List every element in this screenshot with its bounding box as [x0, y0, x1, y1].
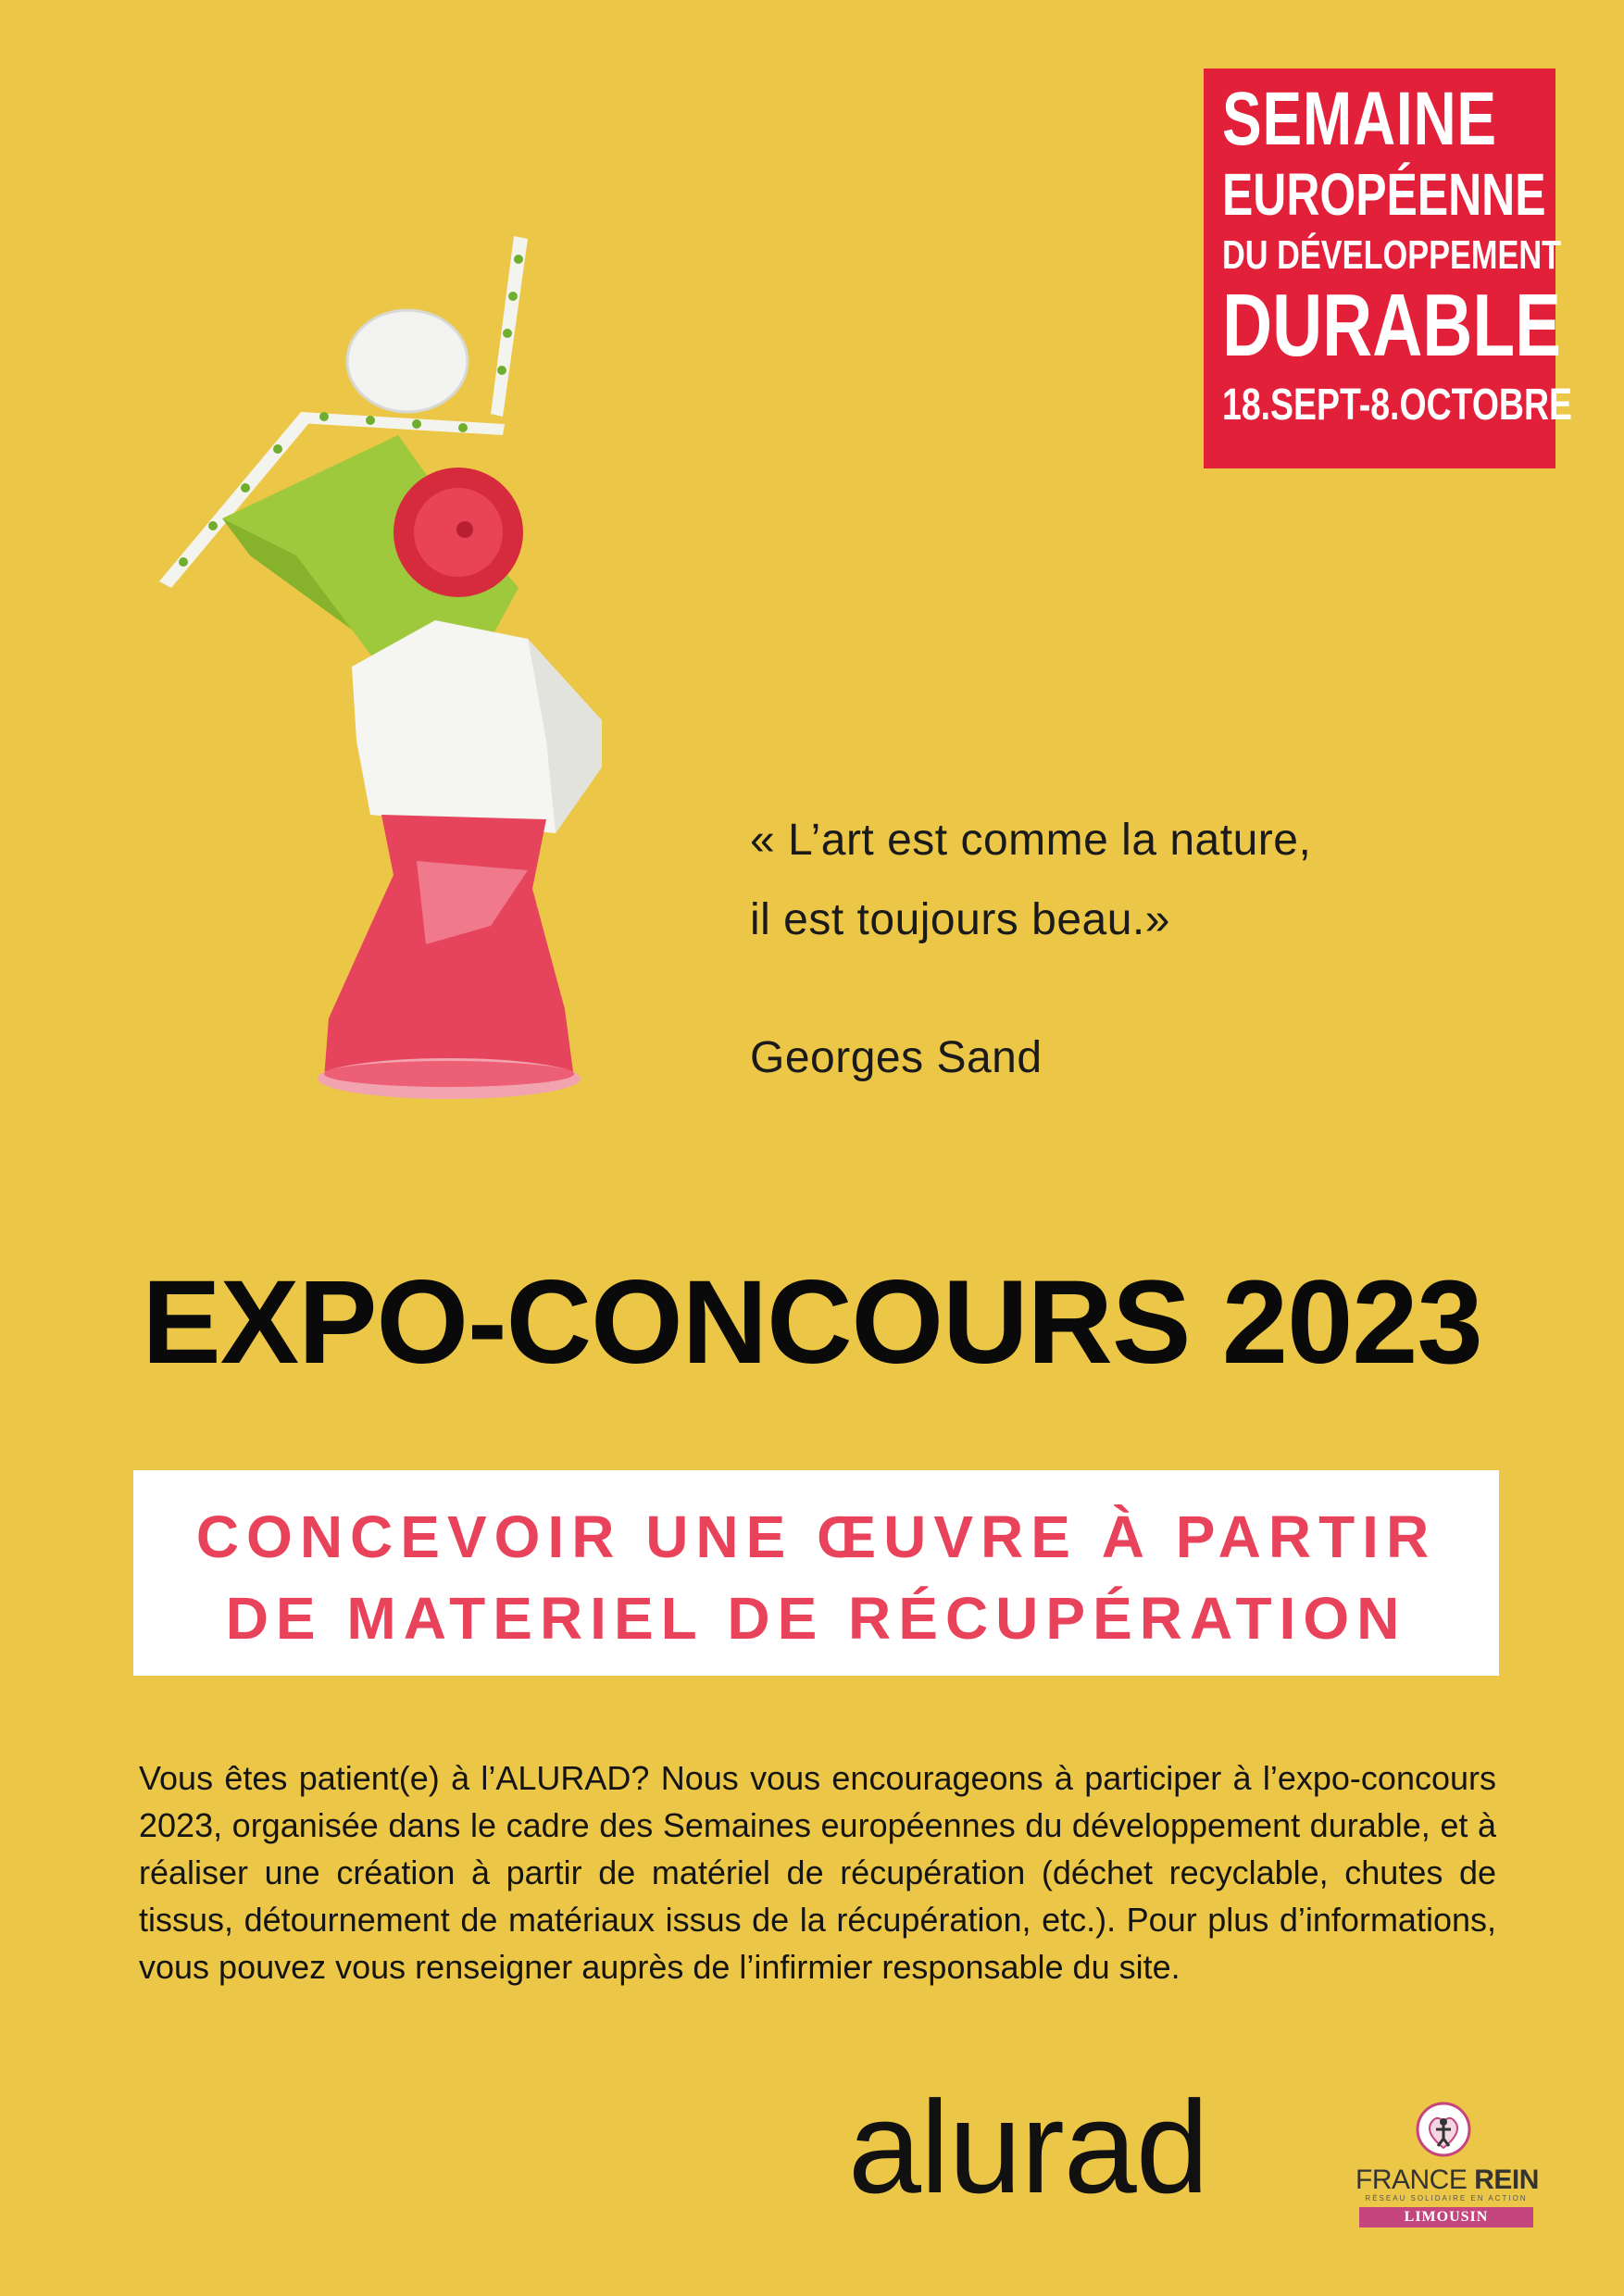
banner-line-2: DE MATERIEL DE RÉCUPÉRATION: [225, 1585, 1407, 1652]
page-title: EXPO-CONCOURS 2023: [142, 1256, 1482, 1389]
badge-line-4: DURABLE: [1222, 276, 1562, 375]
sedd-badge: [1204, 69, 1572, 468]
white-cap: [347, 310, 468, 412]
france-rein-logo: [1352, 2094, 1537, 2233]
france-rein-region: LIMOUSIN: [1359, 2207, 1533, 2227]
badge-line-1: SEMAINE: [1222, 77, 1497, 161]
red-cup: [324, 815, 574, 1079]
france-rein-tagline: RÉSEAU SOLIDAIRE EN ACTION: [1365, 2194, 1528, 2202]
france-rein-name-a: FRANCE: [1355, 2165, 1475, 2195]
alurad-logo: alurad: [848, 2074, 1208, 2221]
subtitle-banner: [133, 1470, 1499, 1676]
france-rein-name-b: REIN: [1474, 2165, 1539, 2195]
body-paragraph: Vous êtes patient(e) à l’ALURAD? Nous vous encourageons à participer à l’expo-concours 2023, organisée dans le cadre des Semaines européennes du développement durable, et à réaliser une création à partir de matériel de récupération (déchet recyclable, chutes de tissus, détournement de matériaux issus de la récupération, etc.). Pour plus d’informations, vous pouvez vous renseigner auprès de l’infirmier responsable du site.: [139, 1759, 1496, 1986]
badge-dates: 18.SEPT-8.OCTOBRE: [1222, 381, 1572, 430]
quote-author: Georges Sand: [750, 1033, 1043, 1082]
badge-line-2: EUROPÉENNE: [1222, 161, 1546, 228]
heart-icon: [1413, 2102, 1474, 2157]
sculpture-illustration: [139, 222, 602, 1111]
quote-line-1: « L’art est comme la nature,: [750, 816, 1312, 865]
france-rein-name: [1355, 2165, 1537, 2196]
badge-line-3: DU DÉVELOPPEMENT: [1222, 232, 1562, 278]
banner-line-1: CONCEVOIR UNE ŒUVRE À PARTIR: [195, 1504, 1437, 1570]
quote-line-2: il est toujours beau.»: [750, 895, 1170, 944]
